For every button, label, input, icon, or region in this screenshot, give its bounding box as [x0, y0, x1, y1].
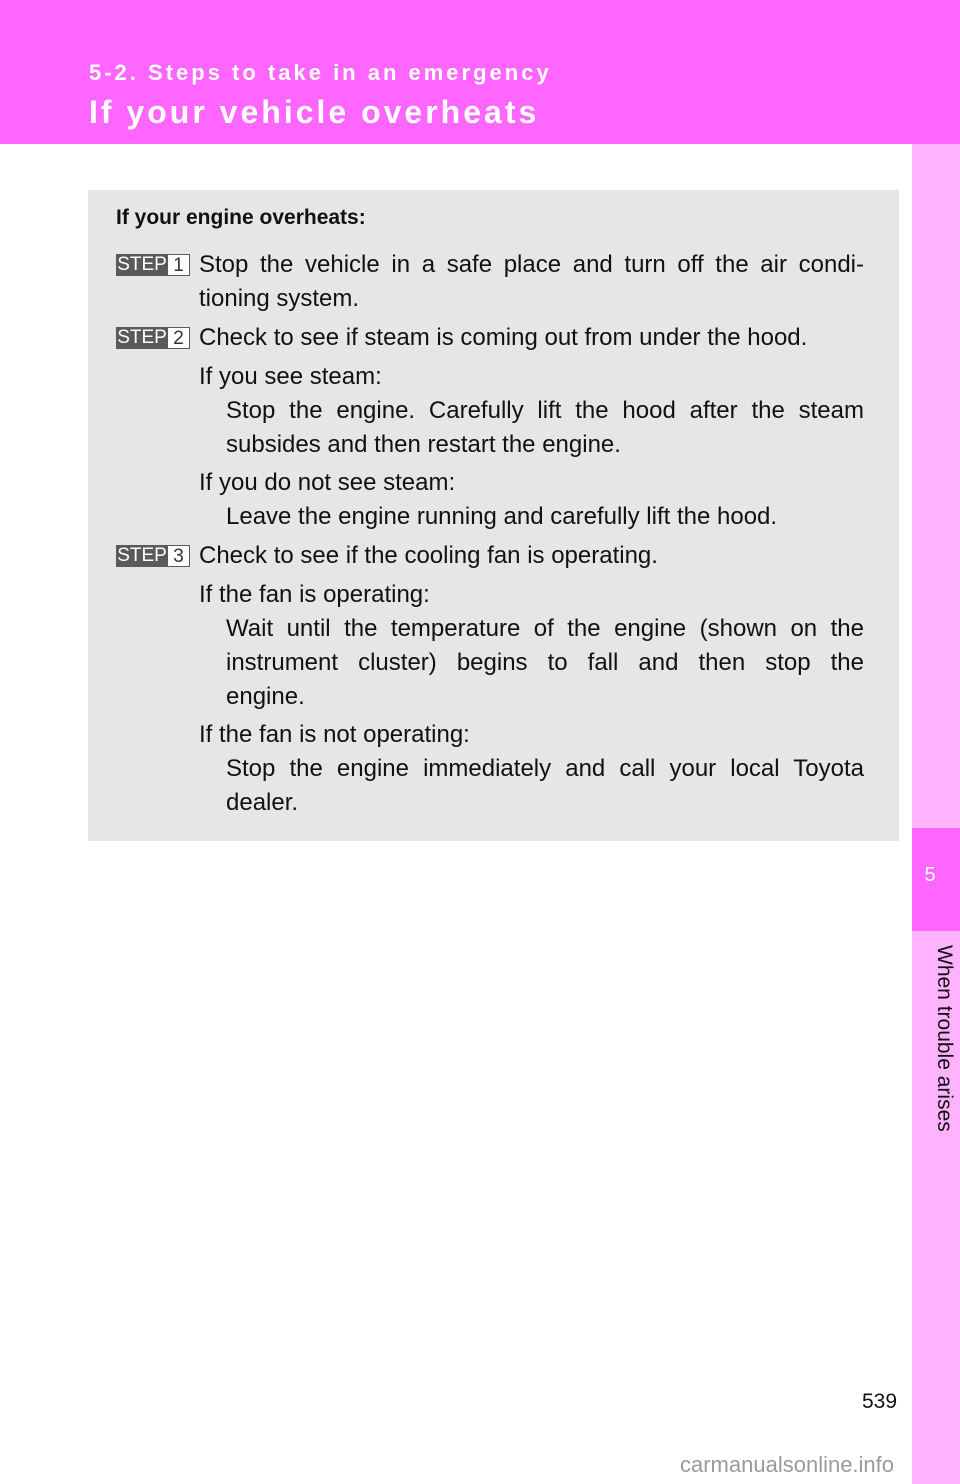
step-number: 1	[168, 254, 190, 276]
page-number: 539	[862, 1390, 898, 1413]
step-label: STEP	[117, 545, 167, 566]
step-label: STEP	[117, 327, 167, 348]
step-3-case-2-condition: If the fan is not operating:	[199, 721, 470, 748]
step-1-badge	[116, 254, 190, 276]
step-2-badge	[116, 327, 190, 349]
side-strip	[912, 144, 960, 1484]
chapter-number: 5	[924, 864, 936, 886]
step-2-case-1-condition: If you see steam:	[199, 363, 382, 390]
step-2-case-1-line1: Stop the engine. Carefully lift the hood after the steam	[226, 397, 864, 424]
step-2-case-2-condition: If you do not see steam:	[199, 469, 456, 496]
step-1-text-line1: Stop the vehicle in a safe place and turn off the air condi-	[199, 251, 864, 278]
header-bar	[0, 0, 960, 144]
procedure-heading: If your engine overheats:	[116, 206, 366, 229]
watermark: carmanualsonline.info	[680, 1452, 895, 1477]
step-3-case-1-line3: engine.	[226, 683, 305, 710]
section-label: 5-2. Steps to take in an emergency	[89, 60, 552, 85]
step-2-case-2-line1: Leave the engine running and carefully lift the hood.	[226, 503, 778, 530]
step-2-case-1-line2: subsides and then restart the engine.	[226, 431, 621, 458]
step-3-case-2-line1: Stop the engine immediately and call your local Toyota	[226, 755, 864, 782]
chapter-title: When trouble arises	[933, 945, 956, 1132]
step-number: 3	[168, 545, 190, 567]
step-3-case-1-line1: Wait until the temperature of the engine (shown on the	[226, 615, 864, 642]
step-3-badge	[116, 545, 190, 567]
step-label: STEP	[117, 254, 167, 275]
step-3-case-2-line2: dealer.	[226, 789, 299, 816]
step-3-text: Check to see if the cooling fan is operating.	[199, 542, 658, 569]
step-number: 2	[168, 327, 190, 349]
step-3-case-1-condition: If the fan is operating:	[199, 581, 430, 608]
step-3-case-1-line2: instrument cluster) begins to fall and then stop the	[226, 649, 864, 676]
step-1-text-line2: tioning system.	[199, 285, 360, 312]
page-title: If your vehicle overheats	[89, 94, 540, 130]
step-2-text: Check to see if steam is coming out from under the hood.	[199, 324, 808, 351]
